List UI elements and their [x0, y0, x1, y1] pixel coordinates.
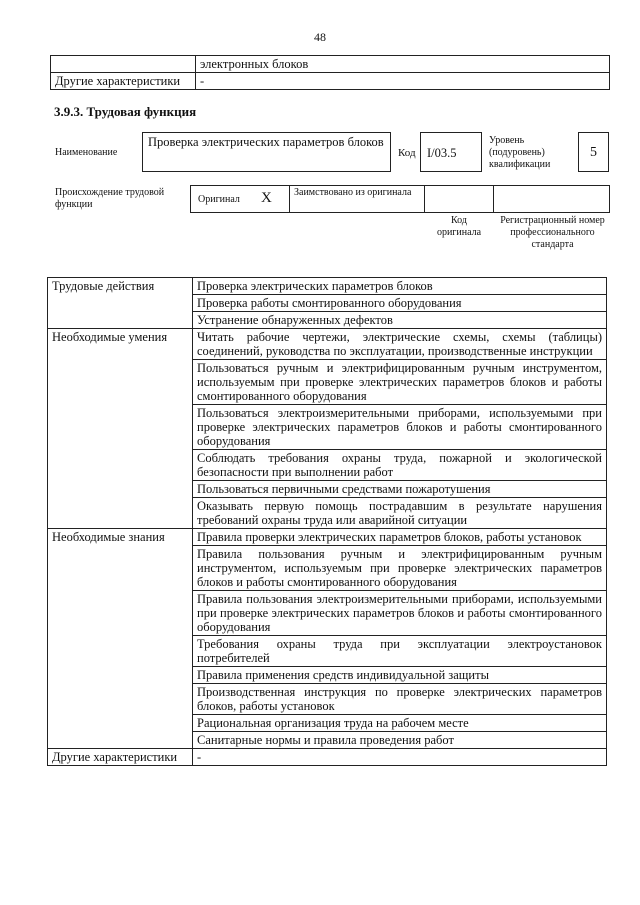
- skill-item: Пользоваться ручным и электрифицированным ручным инструментом, используемым при проверке электрических параметров блоков и работы смонтированного оборудования: [193, 360, 607, 405]
- borrowed-box: [289, 185, 425, 213]
- reg-number-label: Регистрационный номер профессионального стандарта: [500, 215, 605, 250]
- knowledge-item: Требования охраны труда при эксплуатации электроустановок потребителей: [193, 636, 607, 667]
- table-row: [51, 56, 610, 73]
- labor-actions-label: Трудовые действия: [48, 278, 193, 329]
- other-characteristics-label: Другие характеристики: [51, 73, 196, 90]
- section-title: 3.9.3. Трудовая функция: [54, 104, 197, 119]
- knowledge-item: Правила пользования электроизмерительными приборами, используемыми при проверке электрических параметров блоков и работы смонтированного оборудования: [193, 591, 607, 636]
- table-row: [48, 278, 607, 295]
- other-characteristics-value: -: [196, 73, 610, 90]
- borrowed-label: Заимствовано из оригинала: [294, 187, 412, 198]
- original-mark: X: [261, 190, 272, 206]
- code-original-label: Код оригинала: [436, 215, 482, 238]
- top-table: [50, 55, 610, 90]
- skill-item: Читать рабочие чертежи, электрические схемы, схемы (таблицы) соединений, руководства по эксплуатации, производственные инструкции: [193, 329, 607, 360]
- knowledge-item: Правила пользования ручным и электрифицированным ручным инструментом, используемым при проверке электрических параметров блоков и работы смонтированного оборудования: [193, 546, 607, 591]
- labor-action-item: Проверка электрических параметров блоков: [193, 278, 607, 295]
- table-row: [51, 73, 610, 90]
- knowledge-label: Необходимые знания: [48, 529, 193, 749]
- level-label: Уровень (подуровень) квалификации: [489, 135, 551, 170]
- continued-text: электронных блоков: [196, 56, 610, 73]
- page-number: 48: [314, 30, 326, 44]
- original-label: Оригинал: [198, 194, 240, 205]
- skills-label: Необходимые умения: [48, 329, 193, 529]
- level-box: 5: [578, 132, 609, 172]
- knowledge-item: Производственная инструкция по проверке электрических параметров блоков, работы установок: [193, 684, 607, 715]
- labor-function-table: [47, 277, 607, 766]
- knowledge-item: Правила проверки электрических параметров блоков, работы установок: [193, 529, 607, 546]
- knowledge-item: Санитарные нормы и правила проведения работ: [193, 732, 607, 749]
- table-row: [48, 529, 607, 546]
- other-characteristics-label: Другие характеристики: [48, 749, 193, 766]
- code-original-box: [424, 185, 494, 213]
- skill-item: Пользоваться электроизмерительными приборами, используемыми при проверке электрических параметров блоков и работы смонтированного оборудования: [193, 405, 607, 450]
- labor-action-item: Устранение обнаруженных дефектов: [193, 312, 607, 329]
- name-label: Наименование: [55, 147, 118, 158]
- table-row: [48, 329, 607, 360]
- table-row: [48, 749, 607, 766]
- origin-label: Происхождение трудовой функции: [55, 187, 165, 210]
- original-box: [190, 185, 290, 213]
- other-characteristics-value: -: [193, 749, 607, 766]
- reg-number-box: [493, 185, 610, 213]
- empty-cell: [51, 56, 196, 73]
- labor-action-item: Проверка работы смонтированного оборудования: [193, 295, 607, 312]
- skill-item: Оказывать первую помощь пострадавшим в результате нарушения требований охраны труда или аварийной ситуации: [193, 498, 607, 529]
- code-label: Код: [398, 147, 416, 159]
- knowledge-item: Рациональная организация труда на рабочем месте: [193, 715, 607, 732]
- skill-item: Соблюдать требования охраны труда, пожарной и экологической безопасности при выполнении работ: [193, 450, 607, 481]
- skill-item: Пользоваться первичными средствами пожаротушения: [193, 481, 607, 498]
- function-name-box: Проверка электрических параметров блоков: [142, 132, 391, 172]
- knowledge-item: Правила применения средств индивидуальной защиты: [193, 667, 607, 684]
- code-box: I/03.5: [420, 132, 482, 172]
